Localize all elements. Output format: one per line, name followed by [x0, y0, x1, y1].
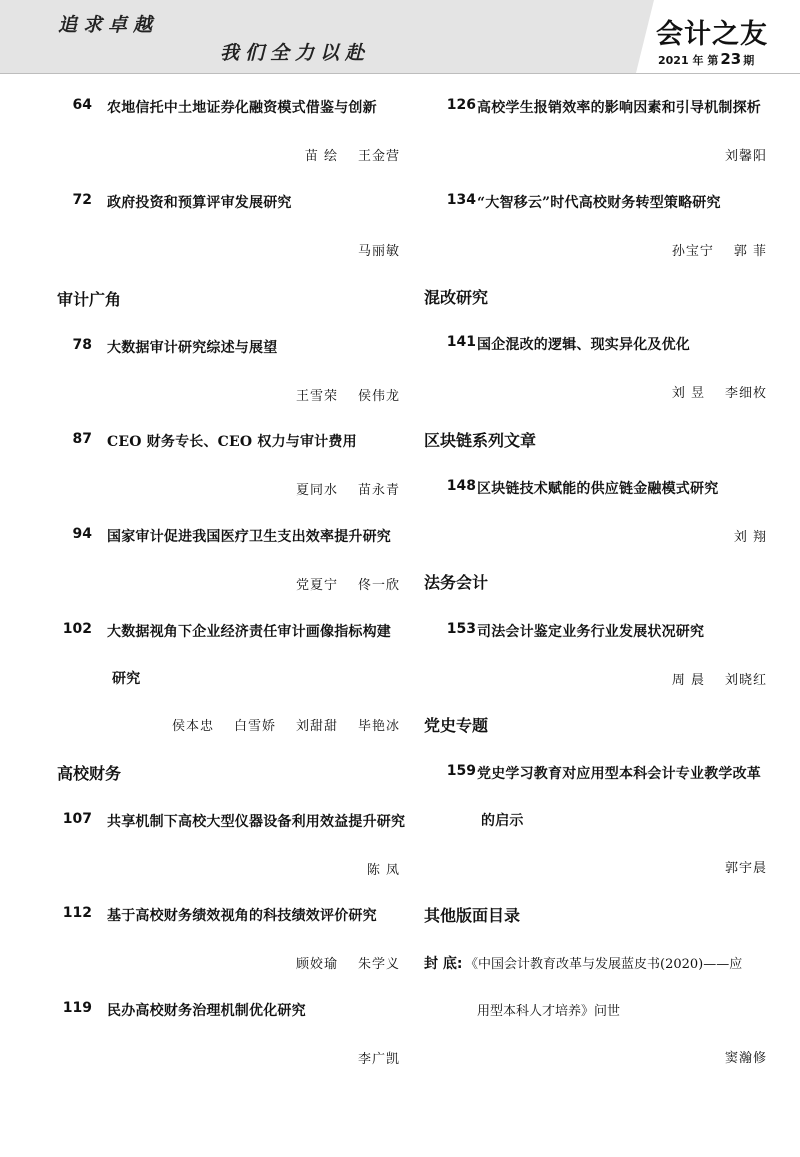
page-number: 141	[446, 334, 476, 350]
page-number: 64	[72, 97, 92, 113]
article-title: 大数据视角下企业经济责任审计画像指标构建	[107, 624, 391, 640]
author: 刘馨阳	[724, 149, 767, 164]
article-title: 共享机制下高校大型仪器设备利用效益提升研究	[107, 814, 406, 830]
page-number: 148	[446, 478, 476, 494]
page-number: 153	[446, 621, 476, 637]
author: 苗永青	[357, 483, 400, 498]
page-number: 112	[62, 905, 92, 921]
author: 周 晨	[671, 673, 705, 688]
issue-year-unit: 年	[692, 54, 704, 67]
author: 刘甜甜	[295, 719, 338, 734]
author: 党夏宁	[295, 578, 338, 593]
author: 孙宝宁	[671, 244, 714, 259]
article-authors	[172, 715, 400, 734]
article-title: 国企混改的逻辑、现实异化及优化	[477, 337, 690, 353]
author: 侯伟龙	[357, 389, 400, 404]
article-authors	[725, 857, 767, 876]
article-authors	[296, 574, 400, 593]
author: 刘 昱	[671, 386, 705, 401]
author: 刘晓红	[724, 673, 767, 688]
author: 夏同水	[295, 483, 338, 498]
page-header	[0, 0, 800, 74]
author: 佟一欣	[357, 578, 400, 593]
page-number: 159	[446, 763, 476, 779]
article-title: 民办高校财务治理机制优化研究	[107, 1003, 306, 1019]
page-number: 126	[446, 97, 476, 113]
page-number: 107	[62, 811, 92, 827]
article-authors	[296, 953, 400, 972]
article-authors	[672, 669, 767, 688]
article-title: “大智移云”时代高校财务转型策略研究	[477, 195, 721, 211]
issue-prefix: 第	[707, 54, 719, 67]
author: 王金营	[357, 149, 400, 164]
article-title-continued: 用型本科人才培养》问世	[477, 1004, 621, 1019]
magazine-title: 会计之友	[656, 19, 768, 50]
issue-number: 23	[720, 50, 742, 68]
article-title: 政府投资和预算评审发展研究	[107, 195, 292, 211]
author: 郭 菲	[733, 244, 767, 259]
section-heading-audit: 审计广角	[57, 290, 122, 309]
page-number: 94	[72, 526, 92, 542]
article-authors	[672, 240, 767, 259]
article-title: 基于高校财务绩效视角的科技绩效评价研究	[107, 908, 377, 924]
article-title: 国家审计促进我国医疗卫生支出效率提升研究	[107, 529, 391, 545]
article-authors	[296, 479, 400, 498]
article-authors	[725, 145, 767, 164]
article-authors	[358, 1048, 400, 1067]
article-title: 高校学生报销效率的影响因素和引导机制探析	[477, 100, 761, 116]
author: 李广凯	[357, 1052, 400, 1067]
article-title-continued: 研究	[112, 671, 141, 687]
author: 苗 绘	[304, 149, 338, 164]
page-number: 78	[72, 337, 92, 353]
article-title-continued: 的启示	[481, 813, 524, 829]
author: 李细枚	[724, 386, 767, 401]
article-authors	[725, 1047, 767, 1066]
page-number: 87	[72, 431, 92, 447]
article-title: CEO 财务专长、CEO 权力与审计费用	[107, 434, 357, 450]
section-heading-party-history: 党史专题	[424, 716, 489, 735]
page-number: 119	[62, 1000, 92, 1016]
section-heading-blockchain: 区块链系列文章	[424, 431, 537, 450]
article-authors	[672, 382, 767, 401]
article-title: 区块链技术赋能的供应链金融模式研究	[477, 481, 719, 497]
section-heading-university-finance: 高校财务	[57, 764, 122, 783]
slogan-line1: 追求卓越	[58, 14, 159, 36]
page-number: 134	[446, 192, 476, 208]
author: 郭宇晨	[724, 861, 767, 876]
author: 白雪娇	[233, 719, 276, 734]
article-title: 司法会计鉴定业务行业发展状况研究	[477, 624, 705, 640]
article-authors	[734, 526, 767, 545]
issue-suffix: 期	[743, 54, 755, 67]
author: 刘 翔	[733, 530, 767, 545]
article-authors	[358, 240, 400, 259]
article-title: 党史学习教育对应用型本科会计专业教学改革	[477, 766, 761, 782]
author: 窦瀚修	[724, 1051, 767, 1066]
article-authors	[367, 859, 400, 878]
issue-info	[658, 50, 754, 68]
author: 毕艳冰	[357, 719, 400, 734]
slogan-line2: 我们全力以赴	[220, 42, 371, 64]
author: 王雪荣	[295, 389, 338, 404]
author: 侯本忠	[171, 719, 214, 734]
author: 顾姣瑜	[295, 957, 338, 972]
section-heading-mixed-reform: 混改研究	[424, 288, 489, 307]
author: 马丽敏	[357, 244, 400, 259]
article-title: 农地信托中土地证券化融资模式借鉴与创新	[107, 100, 377, 116]
article-authors	[296, 385, 400, 404]
author: 陈 凤	[366, 863, 400, 878]
author: 朱学义	[357, 957, 400, 972]
article-authors	[305, 145, 400, 164]
section-heading-other-pages: 其他版面目录	[424, 906, 521, 925]
article-title: 《中国会计教育改革与发展蓝皮书(2020)——应	[465, 957, 743, 972]
issue-year: 2021	[658, 54, 689, 67]
section-heading-forensic-accounting: 法务会计	[424, 573, 489, 592]
back-cover-label: 封 底:	[424, 956, 463, 972]
page-number: 102	[62, 621, 92, 637]
page-number: 72	[72, 192, 92, 208]
article-title: 大数据审计研究综述与展望	[107, 340, 278, 356]
